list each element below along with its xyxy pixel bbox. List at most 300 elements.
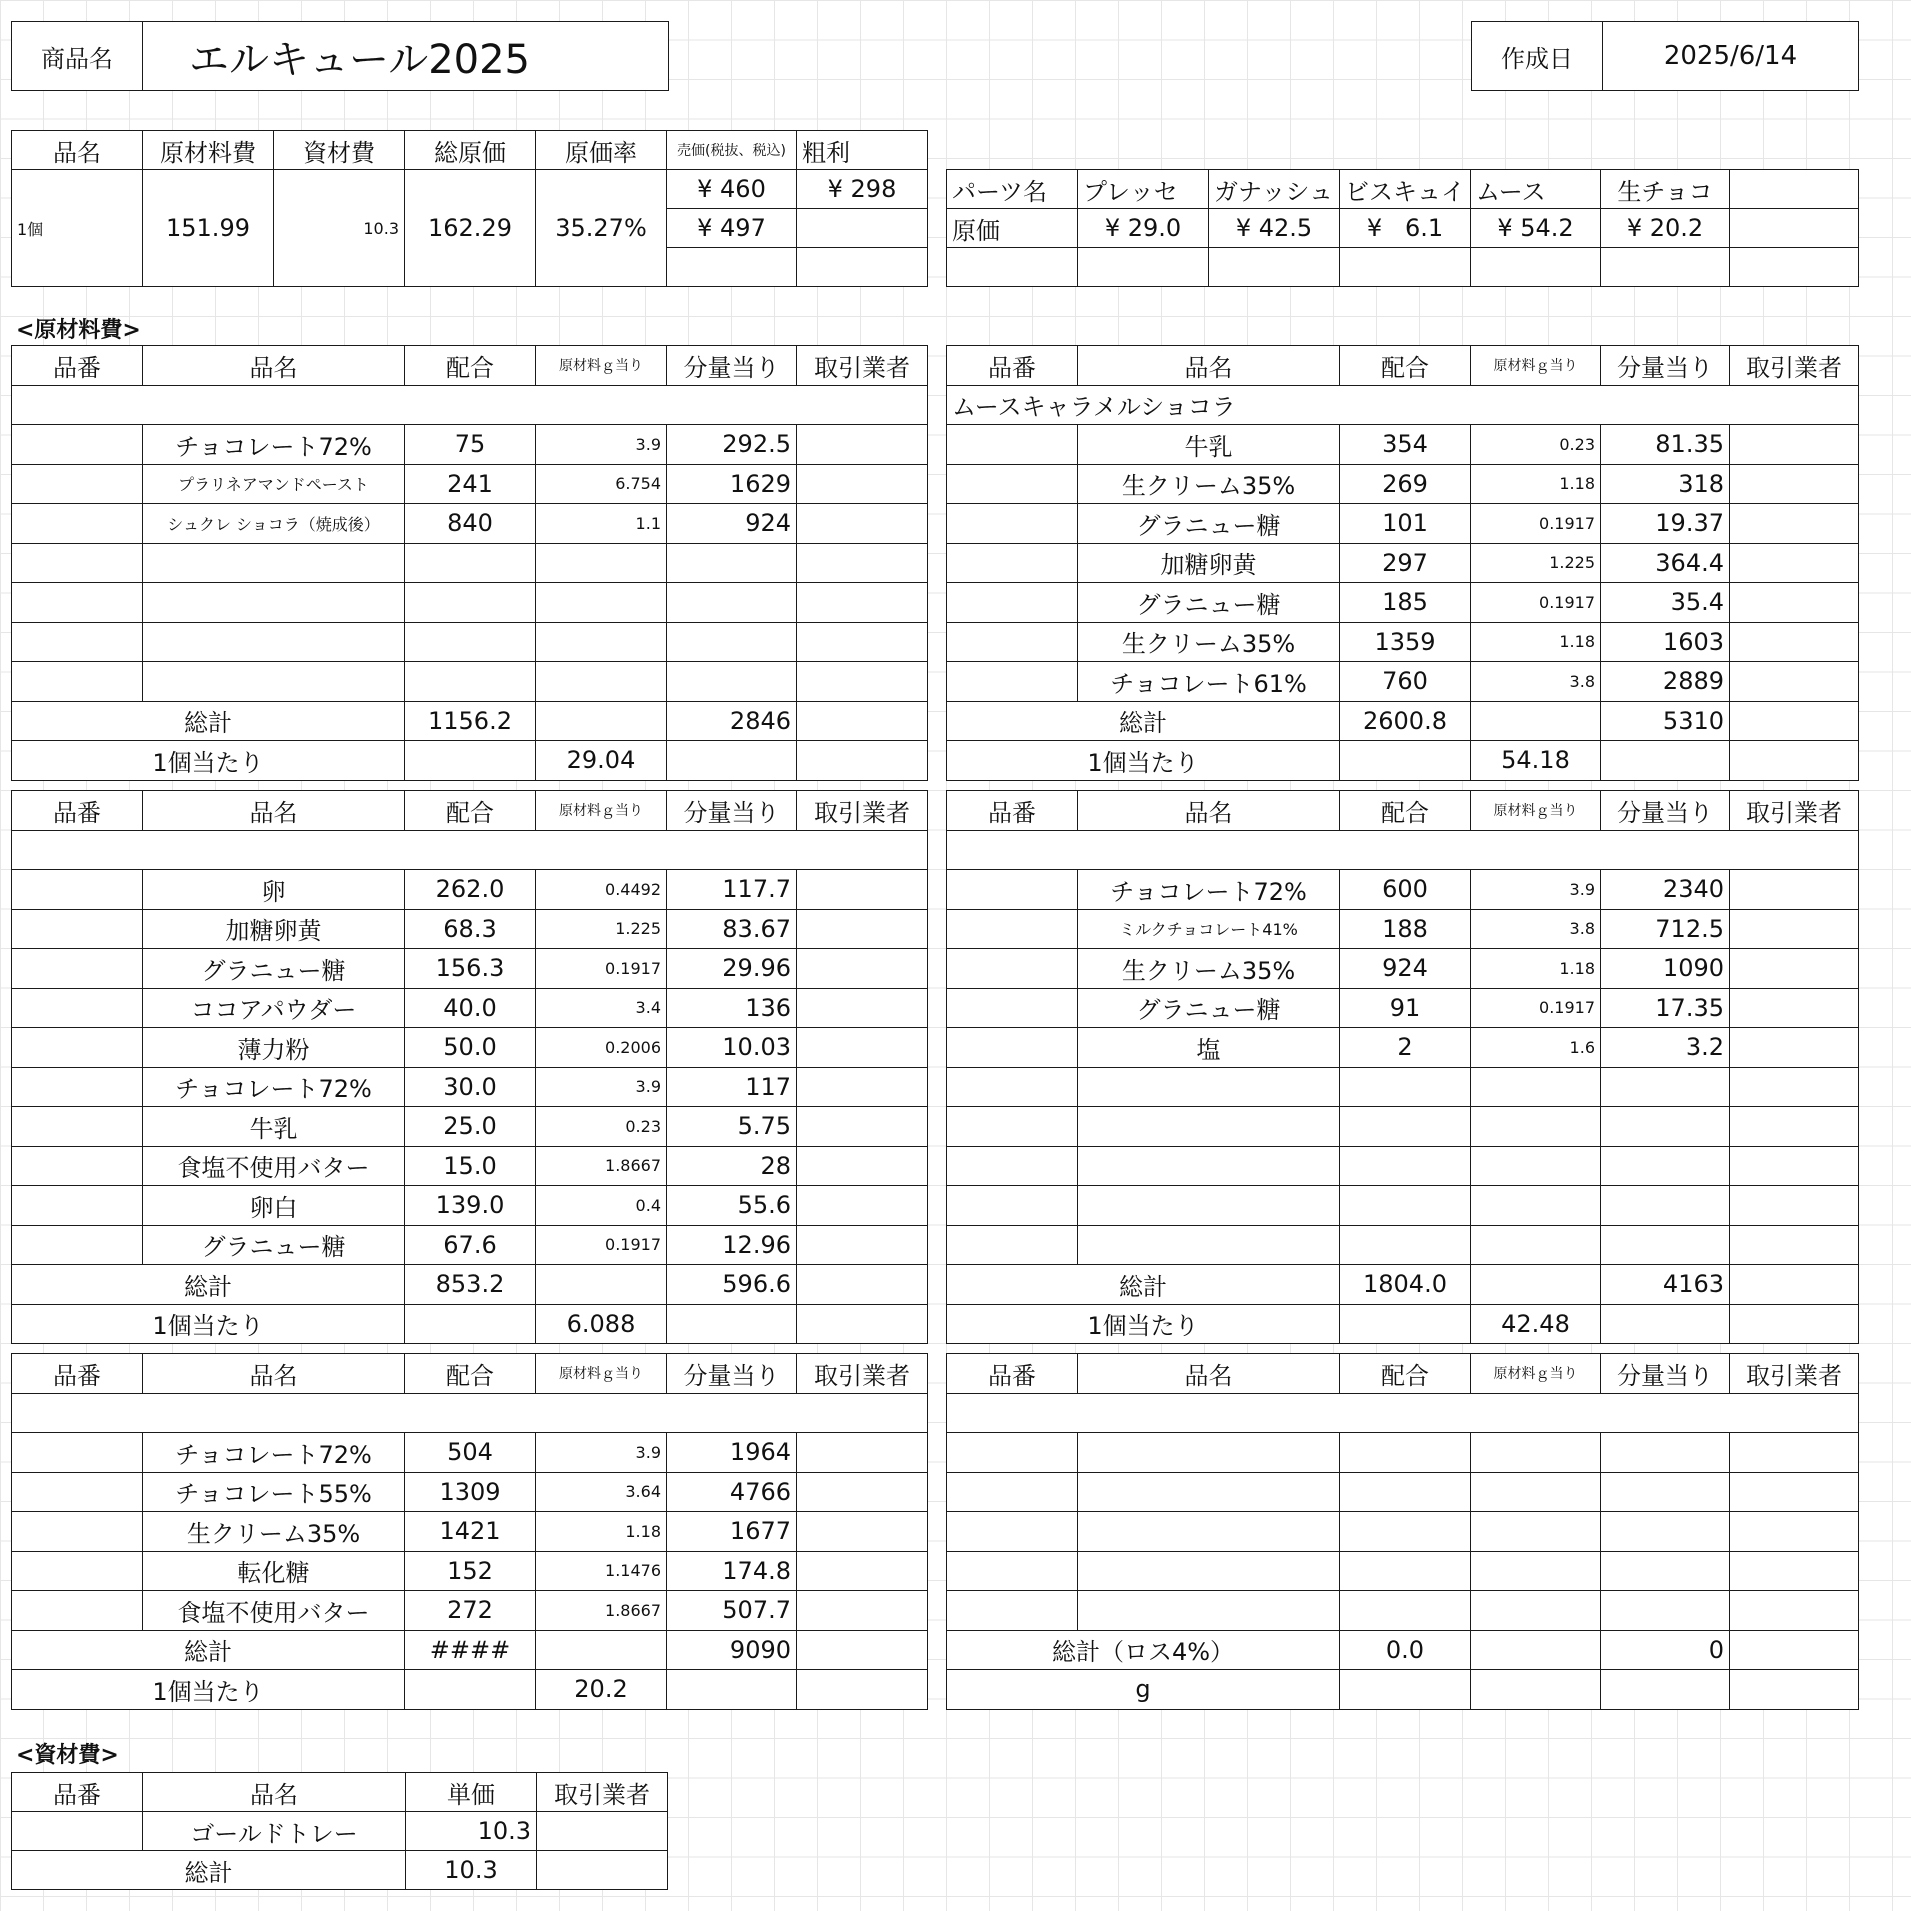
summary-total-cost[interactable]: 162.29 — [405, 170, 536, 287]
item-name[interactable]: チョコレート55% — [143, 1472, 405, 1512]
item-mix[interactable]: 152 — [405, 1551, 536, 1591]
item-unit-cost[interactable]: 3.4 — [536, 988, 667, 1028]
item-vendor[interactable] — [1730, 1551, 1859, 1591]
item-vendor[interactable] — [797, 1225, 928, 1265]
item-unit-cost[interactable] — [1471, 1225, 1601, 1265]
empty-cell[interactable] — [1730, 1265, 1859, 1305]
item-unit-cost[interactable] — [536, 543, 667, 583]
item-name[interactable]: 生クリーム35% — [1078, 464, 1340, 504]
summary-gross-profit[interactable]: ¥ 298 — [797, 170, 928, 209]
empty-cell[interactable] — [797, 1265, 928, 1305]
item-code[interactable] — [947, 425, 1078, 465]
item-amount-cost[interactable]: 117 — [667, 1067, 797, 1107]
item-code[interactable] — [12, 464, 143, 504]
per-piece-cost[interactable]: 6.088 — [536, 1304, 667, 1344]
recipe-name[interactable]: ムースキャラメルショコラ — [947, 385, 1859, 425]
item-code[interactable] — [12, 909, 143, 949]
item-mix[interactable] — [1340, 1472, 1471, 1512]
empty-cell[interactable] — [797, 1304, 928, 1344]
item-amount-cost[interactable]: 1629 — [667, 464, 797, 504]
item-unit-cost[interactable]: 1.6 — [1471, 1028, 1601, 1068]
item-amount-cost[interactable] — [1601, 1225, 1730, 1265]
item-amount-cost[interactable]: 1677 — [667, 1512, 797, 1552]
empty-cell[interactable] — [1340, 1304, 1471, 1344]
empty-cell[interactable] — [667, 1304, 797, 1344]
item-name[interactable]: 転化糖 — [143, 1551, 405, 1591]
summary-empty-cell[interactable] — [797, 248, 928, 287]
item-mix[interactable]: 50.0 — [405, 1028, 536, 1068]
total-amount[interactable]: 5310 — [1601, 701, 1730, 741]
parts-empty-cell[interactable] — [1209, 248, 1340, 287]
item-code[interactable] — [12, 1186, 143, 1226]
item-unit-cost[interactable] — [1471, 1512, 1601, 1552]
item-amount-cost[interactable] — [667, 662, 797, 702]
item-unit-cost[interactable]: 0.1917 — [536, 949, 667, 989]
item-mix[interactable]: 188 — [1340, 909, 1471, 949]
item-amount-cost[interactable] — [1601, 1146, 1730, 1186]
item-mix[interactable] — [1340, 1225, 1471, 1265]
item-name[interactable]: 生クリーム35% — [1078, 949, 1340, 989]
item-name[interactable] — [1078, 1433, 1340, 1473]
item-unit-cost[interactable]: 0.4 — [536, 1186, 667, 1226]
empty-cell[interactable] — [405, 741, 536, 781]
item-mix[interactable] — [1340, 1551, 1471, 1591]
item-mix[interactable]: 840 — [405, 504, 536, 544]
item-name[interactable] — [143, 662, 405, 702]
item-code[interactable] — [12, 425, 143, 465]
item-vendor[interactable] — [1730, 1107, 1859, 1147]
empty-cell[interactable] — [1471, 1265, 1601, 1305]
item-name[interactable] — [1078, 1551, 1340, 1591]
parts-empty-cell[interactable] — [1078, 248, 1209, 287]
item-name[interactable]: 加糖卵黄 — [143, 909, 405, 949]
item-vendor[interactable] — [797, 1512, 928, 1552]
summary-empty-cell[interactable] — [797, 209, 928, 248]
item-code[interactable] — [947, 1146, 1078, 1186]
item-mix[interactable] — [1340, 1591, 1471, 1631]
item-code[interactable] — [947, 1551, 1078, 1591]
item-vendor[interactable] — [797, 583, 928, 623]
item-code[interactable] — [947, 1107, 1078, 1147]
item-vendor[interactable] — [1730, 1146, 1859, 1186]
item-unit-cost[interactable] — [536, 583, 667, 623]
item-name[interactable]: チョコレート72% — [143, 1067, 405, 1107]
item-name[interactable]: ココアパウダー — [143, 988, 405, 1028]
item-vendor[interactable] — [797, 1433, 928, 1473]
item-unit-cost[interactable]: 1.18 — [1471, 622, 1601, 662]
item-mix[interactable]: 15.0 — [405, 1146, 536, 1186]
item-amount-cost[interactable]: 318 — [1601, 464, 1730, 504]
item-code[interactable] — [12, 1512, 143, 1552]
supplies-unit-price[interactable]: 10.3 — [406, 1812, 537, 1851]
item-vendor[interactable] — [797, 1551, 928, 1591]
item-code[interactable] — [12, 988, 143, 1028]
item-vendor[interactable] — [1730, 622, 1859, 662]
item-mix[interactable]: 354 — [1340, 425, 1471, 465]
item-vendor[interactable] — [1730, 1225, 1859, 1265]
item-name[interactable]: グラニュー糖 — [1078, 583, 1340, 623]
item-amount-cost[interactable]: 29.96 — [667, 949, 797, 989]
parts-empty-cell[interactable] — [1730, 170, 1859, 209]
item-amount-cost[interactable]: 12.96 — [667, 1225, 797, 1265]
item-mix[interactable]: 262.0 — [405, 870, 536, 910]
item-code[interactable] — [12, 504, 143, 544]
item-code[interactable] — [947, 1472, 1078, 1512]
item-vendor[interactable] — [797, 1186, 928, 1226]
item-name[interactable]: チョコレート72% — [1078, 870, 1340, 910]
item-name[interactable]: 加糖卵黄 — [1078, 543, 1340, 583]
item-amount-cost[interactable] — [1601, 1186, 1730, 1226]
item-unit-cost[interactable]: 0.1917 — [1471, 504, 1601, 544]
item-unit-cost[interactable]: 1.1 — [536, 504, 667, 544]
item-name[interactable]: グラニュー糖 — [1078, 988, 1340, 1028]
item-unit-cost[interactable]: 1.225 — [1471, 543, 1601, 583]
item-vendor[interactable] — [797, 870, 928, 910]
empty-cell[interactable] — [667, 1670, 797, 1710]
item-unit-cost[interactable]: 0.23 — [1471, 425, 1601, 465]
item-code[interactable] — [12, 1472, 143, 1512]
empty-cell[interactable] — [1730, 1670, 1859, 1710]
item-code[interactable] — [12, 1591, 143, 1631]
item-name[interactable]: ミルクチョコレート41% — [1078, 909, 1340, 949]
item-vendor[interactable] — [1730, 870, 1859, 910]
empty-cell[interactable] — [797, 1670, 928, 1710]
item-name[interactable]: シュクレ ショコラ（焼成後） — [143, 504, 405, 544]
item-name[interactable]: 食塩不使用バター — [143, 1146, 405, 1186]
item-amount-cost[interactable]: 19.37 — [1601, 504, 1730, 544]
item-code[interactable] — [947, 622, 1078, 662]
item-mix[interactable]: 1359 — [1340, 622, 1471, 662]
item-name[interactable]: 卵白 — [143, 1186, 405, 1226]
item-name[interactable]: チョコレート61% — [1078, 662, 1340, 702]
parts-cost-value[interactable]: ¥ 20.2 — [1601, 209, 1730, 248]
item-vendor[interactable] — [797, 909, 928, 949]
item-unit-cost[interactable] — [1471, 1067, 1601, 1107]
empty-cell[interactable] — [797, 741, 928, 781]
item-unit-cost[interactable]: 3.9 — [536, 1433, 667, 1473]
item-code[interactable] — [947, 870, 1078, 910]
item-unit-cost[interactable] — [1471, 1472, 1601, 1512]
item-name[interactable]: グラニュー糖 — [143, 949, 405, 989]
recipe-name[interactable] — [12, 1393, 928, 1433]
item-amount-cost[interactable]: 35.4 — [1601, 583, 1730, 623]
item-amount-cost[interactable]: 10.03 — [667, 1028, 797, 1068]
item-vendor[interactable] — [797, 949, 928, 989]
item-vendor[interactable] — [797, 1591, 928, 1631]
item-mix[interactable]: 67.6 — [405, 1225, 536, 1265]
item-code[interactable] — [947, 1591, 1078, 1631]
item-amount-cost[interactable]: 17.35 — [1601, 988, 1730, 1028]
summary-supply-cost[interactable]: 10.3 — [274, 170, 405, 287]
per-piece-cost[interactable]: 42.48 — [1471, 1304, 1601, 1344]
total-mix[interactable]: 1804.0 — [1340, 1265, 1471, 1305]
item-mix[interactable]: 30.0 — [405, 1067, 536, 1107]
empty-cell[interactable] — [405, 1304, 536, 1344]
item-amount-cost[interactable]: 83.67 — [667, 909, 797, 949]
date-value[interactable]: 2025/6/14 — [1603, 22, 1859, 91]
supplies-total[interactable]: 10.3 — [406, 1851, 537, 1890]
parts-empty-cell[interactable] — [1730, 209, 1859, 248]
item-vendor[interactable] — [797, 662, 928, 702]
item-code[interactable] — [947, 543, 1078, 583]
item-mix[interactable]: 1421 — [405, 1512, 536, 1552]
item-mix[interactable]: 760 — [1340, 662, 1471, 702]
item-vendor[interactable] — [1730, 1512, 1859, 1552]
empty-cell[interactable] — [1730, 1304, 1859, 1344]
item-amount-cost[interactable]: 712.5 — [1601, 909, 1730, 949]
parts-empty-cell[interactable] — [947, 248, 1078, 287]
item-name[interactable] — [1078, 1067, 1340, 1107]
item-name[interactable]: チョコレート72% — [143, 425, 405, 465]
product-name[interactable]: エルキュール2025 — [143, 22, 669, 91]
item-code[interactable] — [947, 1067, 1078, 1107]
total-mix[interactable]: 0.0 — [1340, 1630, 1471, 1670]
item-amount-cost[interactable]: 2889 — [1601, 662, 1730, 702]
item-unit-cost[interactable]: 0.23 — [536, 1107, 667, 1147]
item-name[interactable] — [1078, 1225, 1340, 1265]
parts-empty-cell[interactable] — [1730, 248, 1859, 287]
empty-cell[interactable] — [797, 701, 928, 741]
item-code[interactable] — [947, 504, 1078, 544]
item-unit-cost[interactable]: 3.64 — [536, 1472, 667, 1512]
item-code[interactable] — [12, 1107, 143, 1147]
item-mix[interactable]: 91 — [1340, 988, 1471, 1028]
item-mix[interactable]: 269 — [1340, 464, 1471, 504]
summary-empty-cell[interactable] — [667, 248, 797, 287]
item-code[interactable] — [12, 622, 143, 662]
item-unit-cost[interactable]: 1.18 — [536, 1512, 667, 1552]
item-name[interactable]: 牛乳 — [143, 1107, 405, 1147]
item-code[interactable] — [947, 464, 1078, 504]
empty-cell[interactable] — [1730, 1630, 1859, 1670]
item-amount-cost[interactable] — [667, 622, 797, 662]
total-amount[interactable]: 0 — [1601, 1630, 1730, 1670]
item-amount-cost[interactable] — [1601, 1067, 1730, 1107]
empty-cell[interactable] — [536, 1265, 667, 1305]
item-vendor[interactable] — [1730, 662, 1859, 702]
item-amount-cost[interactable]: 1603 — [1601, 622, 1730, 662]
item-mix[interactable]: 101 — [1340, 504, 1471, 544]
item-code[interactable] — [12, 1433, 143, 1473]
item-name[interactable]: 薄力粉 — [143, 1028, 405, 1068]
item-unit-cost[interactable]: 6.754 — [536, 464, 667, 504]
item-name[interactable]: 塩 — [1078, 1028, 1340, 1068]
item-vendor[interactable] — [797, 1107, 928, 1147]
item-code[interactable] — [12, 543, 143, 583]
item-name[interactable] — [1078, 1186, 1340, 1226]
summary-material-cost[interactable]: 151.99 — [143, 170, 274, 287]
item-unit-cost[interactable]: 3.9 — [536, 1067, 667, 1107]
item-mix[interactable]: 139.0 — [405, 1186, 536, 1226]
item-vendor[interactable] — [1730, 1472, 1859, 1512]
item-amount-cost[interactable] — [1601, 1107, 1730, 1147]
item-unit-cost[interactable] — [1471, 1591, 1601, 1631]
empty-cell[interactable] — [1601, 741, 1730, 781]
item-unit-cost[interactable] — [1471, 1551, 1601, 1591]
item-vendor[interactable] — [797, 425, 928, 465]
item-code[interactable] — [947, 662, 1078, 702]
item-mix[interactable]: 185 — [1340, 583, 1471, 623]
item-vendor[interactable] — [1730, 1067, 1859, 1107]
recipe-name[interactable] — [12, 830, 928, 870]
summary-price-in[interactable]: ¥ 497 — [667, 209, 797, 248]
item-amount-cost[interactable] — [667, 583, 797, 623]
total-mix[interactable]: 1156.2 — [405, 701, 536, 741]
total-amount[interactable]: 2846 — [667, 701, 797, 741]
item-mix[interactable]: 156.3 — [405, 949, 536, 989]
item-mix[interactable] — [1340, 1067, 1471, 1107]
item-code[interactable] — [12, 662, 143, 702]
item-mix[interactable] — [405, 583, 536, 623]
item-name[interactable] — [1078, 1591, 1340, 1631]
item-mix[interactable]: 504 — [405, 1433, 536, 1473]
empty-cell[interactable] — [536, 1630, 667, 1670]
supplies-empty-cell[interactable] — [537, 1851, 668, 1890]
item-vendor[interactable] — [1730, 1433, 1859, 1473]
item-vendor[interactable] — [1730, 425, 1859, 465]
item-vendor[interactable] — [1730, 909, 1859, 949]
item-mix[interactable] — [1340, 1512, 1471, 1552]
item-vendor[interactable] — [1730, 583, 1859, 623]
empty-cell[interactable] — [1730, 701, 1859, 741]
summary-price-ex[interactable]: ¥ 460 — [667, 170, 797, 209]
item-code[interactable] — [947, 949, 1078, 989]
item-unit-cost[interactable]: 3.8 — [1471, 909, 1601, 949]
item-mix[interactable]: 68.3 — [405, 909, 536, 949]
item-code[interactable] — [947, 1186, 1078, 1226]
item-vendor[interactable] — [797, 1067, 928, 1107]
item-code[interactable] — [12, 583, 143, 623]
item-name[interactable] — [1078, 1472, 1340, 1512]
item-unit-cost[interactable] — [1471, 1186, 1601, 1226]
empty-cell[interactable] — [1471, 1670, 1601, 1710]
item-code[interactable] — [947, 988, 1078, 1028]
item-mix[interactable]: 297 — [1340, 543, 1471, 583]
parts-cost-value[interactable]: ¥ 29.0 — [1078, 209, 1209, 248]
item-amount-cost[interactable]: 924 — [667, 504, 797, 544]
item-code[interactable] — [947, 1028, 1078, 1068]
empty-cell[interactable] — [797, 1630, 928, 1670]
item-mix[interactable]: 600 — [1340, 870, 1471, 910]
item-mix[interactable]: 1309 — [405, 1472, 536, 1512]
item-name[interactable]: チョコレート72% — [143, 1433, 405, 1473]
item-unit-cost[interactable]: 1.8667 — [536, 1591, 667, 1631]
item-code[interactable] — [947, 909, 1078, 949]
item-vendor[interactable] — [1730, 543, 1859, 583]
item-amount-cost[interactable]: 1964 — [667, 1433, 797, 1473]
item-amount-cost[interactable]: 3.2 — [1601, 1028, 1730, 1068]
item-vendor[interactable] — [1730, 949, 1859, 989]
item-vendor[interactable] — [797, 622, 928, 662]
item-code[interactable] — [12, 1028, 143, 1068]
item-amount-cost[interactable] — [1601, 1551, 1730, 1591]
empty-cell[interactable] — [1730, 741, 1859, 781]
item-vendor[interactable] — [1730, 1591, 1859, 1631]
parts-empty-cell[interactable] — [1340, 248, 1471, 287]
empty-cell[interactable] — [1601, 1304, 1730, 1344]
per-piece-cost[interactable]: 54.18 — [1471, 741, 1601, 781]
total-mix[interactable]: #### — [405, 1630, 536, 1670]
item-mix[interactable] — [1340, 1146, 1471, 1186]
summary-cost-ratio[interactable]: 35.27% — [536, 170, 667, 287]
item-vendor[interactable] — [1730, 988, 1859, 1028]
item-name[interactable] — [143, 543, 405, 583]
item-mix[interactable]: 40.0 — [405, 988, 536, 1028]
item-mix[interactable] — [1340, 1433, 1471, 1473]
parts-cost-value[interactable]: ¥ 54.2 — [1471, 209, 1601, 248]
item-name[interactable] — [143, 583, 405, 623]
item-name[interactable] — [1078, 1512, 1340, 1552]
total-amount[interactable]: 9090 — [667, 1630, 797, 1670]
total-mix[interactable]: 2600.8 — [1340, 701, 1471, 741]
item-mix[interactable]: 241 — [405, 464, 536, 504]
parts-empty-cell[interactable] — [1471, 248, 1601, 287]
item-unit-cost[interactable]: 3.9 — [536, 425, 667, 465]
item-unit-cost[interactable]: 0.2006 — [536, 1028, 667, 1068]
item-amount-cost[interactable] — [1601, 1512, 1730, 1552]
item-amount-cost[interactable]: 1090 — [1601, 949, 1730, 989]
item-code[interactable] — [12, 1551, 143, 1591]
item-unit-cost[interactable]: 0.1917 — [1471, 988, 1601, 1028]
item-name[interactable]: 食塩不使用バター — [143, 1591, 405, 1631]
item-code[interactable] — [947, 1433, 1078, 1473]
empty-cell[interactable] — [1340, 741, 1471, 781]
per-piece-cost[interactable]: 20.2 — [536, 1670, 667, 1710]
recipe-name[interactable] — [947, 830, 1859, 870]
item-code[interactable] — [947, 583, 1078, 623]
item-mix[interactable]: 75 — [405, 425, 536, 465]
item-amount-cost[interactable]: 507.7 — [667, 1591, 797, 1631]
item-name[interactable]: グラニュー糖 — [143, 1225, 405, 1265]
item-unit-cost[interactable]: 1.8667 — [536, 1146, 667, 1186]
empty-cell[interactable] — [1471, 701, 1601, 741]
item-code[interactable] — [947, 1225, 1078, 1265]
item-code[interactable] — [12, 1225, 143, 1265]
item-unit-cost[interactable]: 3.9 — [1471, 870, 1601, 910]
empty-cell[interactable] — [667, 741, 797, 781]
item-unit-cost[interactable]: 0.1917 — [1471, 583, 1601, 623]
supplies-code[interactable] — [12, 1812, 143, 1851]
item-amount-cost[interactable] — [1601, 1433, 1730, 1473]
per-piece-cost[interactable]: 29.04 — [536, 741, 667, 781]
total-mix[interactable]: 853.2 — [405, 1265, 536, 1305]
item-code[interactable] — [12, 870, 143, 910]
item-amount-cost[interactable]: 5.75 — [667, 1107, 797, 1147]
item-unit-cost[interactable] — [1471, 1146, 1601, 1186]
item-vendor[interactable] — [1730, 464, 1859, 504]
item-amount-cost[interactable]: 136 — [667, 988, 797, 1028]
item-vendor[interactable] — [797, 543, 928, 583]
item-name[interactable] — [1078, 1107, 1340, 1147]
item-vendor[interactable] — [797, 504, 928, 544]
item-amount-cost[interactable] — [1601, 1591, 1730, 1631]
item-amount-cost[interactable]: 174.8 — [667, 1551, 797, 1591]
item-vendor[interactable] — [797, 1472, 928, 1512]
item-name[interactable] — [1078, 1146, 1340, 1186]
item-unit-cost[interactable]: 1.18 — [1471, 464, 1601, 504]
item-vendor[interactable] — [797, 464, 928, 504]
item-code[interactable] — [12, 1146, 143, 1186]
item-unit-cost[interactable] — [536, 622, 667, 662]
item-name[interactable]: 牛乳 — [1078, 425, 1340, 465]
item-unit-cost[interactable]: 1.1476 — [536, 1551, 667, 1591]
item-unit-cost[interactable]: 3.8 — [1471, 662, 1601, 702]
item-name[interactable]: 卵 — [143, 870, 405, 910]
item-name[interactable]: プラリネアマンドペースト — [143, 464, 405, 504]
item-unit-cost[interactable] — [1471, 1433, 1601, 1473]
item-unit-cost[interactable]: 1.18 — [1471, 949, 1601, 989]
item-code[interactable] — [947, 1512, 1078, 1552]
